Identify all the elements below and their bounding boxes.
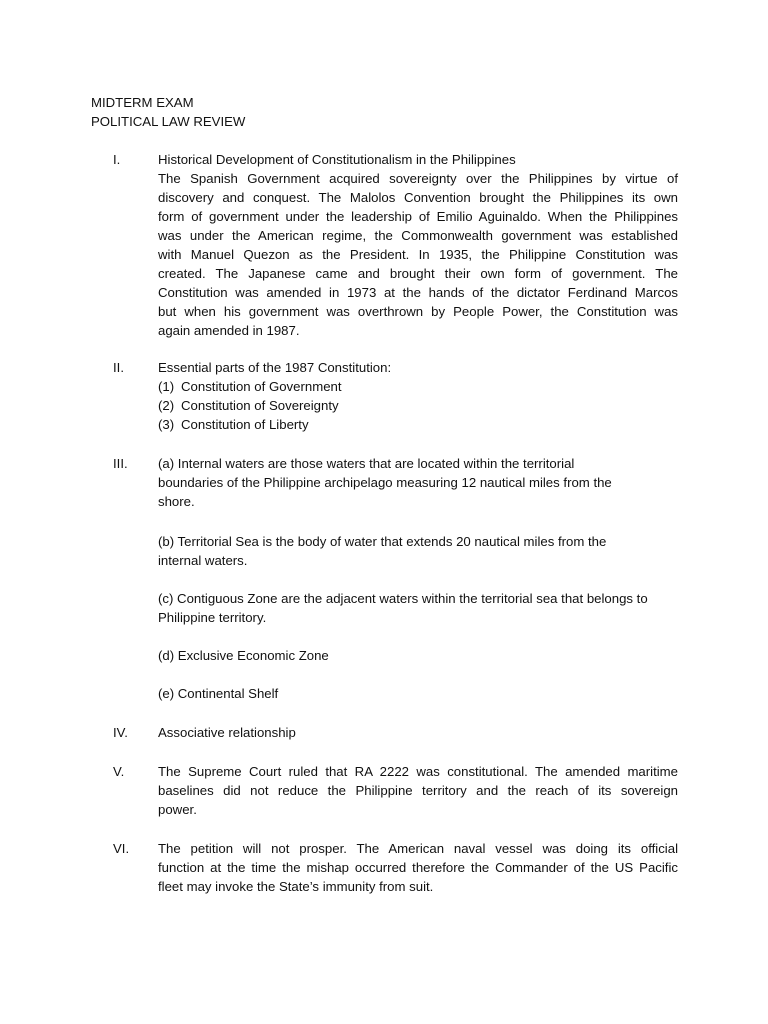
paragraph-line: (c) Contiguous Zone are the adjacent waters within the territorial sea that belongs to — [158, 591, 648, 606]
item-numeral: V. — [113, 764, 125, 779]
paragraph-line: Philippine territory. — [158, 610, 267, 625]
list-text: Constitution of Liberty — [181, 417, 309, 432]
item-content — [158, 762, 678, 819]
item-numeral: II. — [113, 360, 124, 375]
item-title: Historical Development of Constitutionalism in the Philippines — [158, 152, 516, 167]
paragraph-line: boundaries of the Philippine archipelago measuring 12 nautical miles from the — [158, 475, 612, 490]
paragraph-line: power. — [158, 802, 197, 817]
paragraph-line: created. The Japanese came and brought their own form of government. The — [158, 266, 678, 281]
sub-answer-a — [158, 454, 678, 511]
item-numeral: I. — [113, 152, 121, 167]
exam-header — [91, 93, 391, 131]
list-item — [158, 377, 678, 396]
item-content — [158, 723, 678, 742]
list-number: (3) — [158, 417, 175, 432]
paragraph-line: with Manuel Quezon as the President. In 1935, the Philippine Constitution was — [158, 247, 678, 262]
sub-answer-c — [158, 589, 678, 627]
item-title: Essential parts of the 1987 Constitution: — [158, 360, 392, 375]
item-content — [158, 358, 678, 434]
item-content — [158, 150, 678, 340]
exam-title: MIDTERM EXAM — [91, 95, 194, 110]
paragraph-line: (e) Continental Shelf — [158, 686, 279, 701]
paragraph-line: discovery and conquest. The Malolos Convention brought the Philippines its own — [158, 190, 678, 205]
paragraph-line: baselines did not reduce the Philippine territory and the reach of its sovereign — [158, 783, 678, 798]
list-number: (2) — [158, 398, 175, 413]
list-text: Constitution of Sovereignty — [181, 398, 339, 413]
list-item — [158, 396, 678, 415]
paragraph-line: The Supreme Court ruled that RA 2222 was constitutional. The amended maritime — [158, 764, 678, 779]
item-content — [158, 839, 678, 896]
item-content — [158, 454, 678, 511]
sub-answer-b — [158, 532, 678, 570]
paragraph-line: internal waters. — [158, 553, 248, 568]
item-numeral: IV. — [113, 725, 128, 740]
paragraph-line: Associative relationship — [158, 725, 296, 740]
paragraph-line: The petition will not prosper. The American naval vessel was doing its official — [158, 841, 678, 856]
item-numeral: III. — [113, 456, 128, 471]
paragraph-line: form of government under the leadership of Emilio Aguinaldo. When the Philippines — [158, 209, 678, 224]
list-item — [158, 415, 678, 434]
paragraph-line: fleet may invoke the State’s immunity from suit. — [158, 879, 434, 894]
sub-answer-e — [158, 684, 678, 703]
paragraph-line: The Spanish Government acquired sovereignty over the Philippines by virtue of — [158, 171, 678, 186]
paragraph-line: Constitution was amended in 1973 at the hands of the dictator Ferdinand Marcos — [158, 285, 678, 300]
paragraph-line: was under the American regime, the Commonwealth government was established — [158, 228, 678, 243]
paragraph-line: (d) Exclusive Economic Zone — [158, 648, 329, 663]
list-number: (1) — [158, 379, 175, 394]
paragraph-line: (a) Internal waters are those waters that are located within the territorial — [158, 456, 575, 471]
sub-answer-d — [158, 646, 678, 665]
paragraph-line: (b) Territorial Sea is the body of water that extends 20 nautical miles from the — [158, 534, 607, 549]
paragraph-line: shore. — [158, 494, 195, 509]
paragraph-line: again amended in 1987. — [158, 323, 300, 338]
paragraph-line: function at the time the mishap occurred therefore the Commander of the US Pacific — [158, 860, 678, 875]
item-numeral: VI. — [113, 841, 130, 856]
paragraph-line: but when his government was overthrown by People Power, the Constitution was — [158, 304, 678, 319]
list-text: Constitution of Government — [181, 379, 342, 394]
exam-subject: POLITICAL LAW REVIEW — [91, 114, 246, 129]
